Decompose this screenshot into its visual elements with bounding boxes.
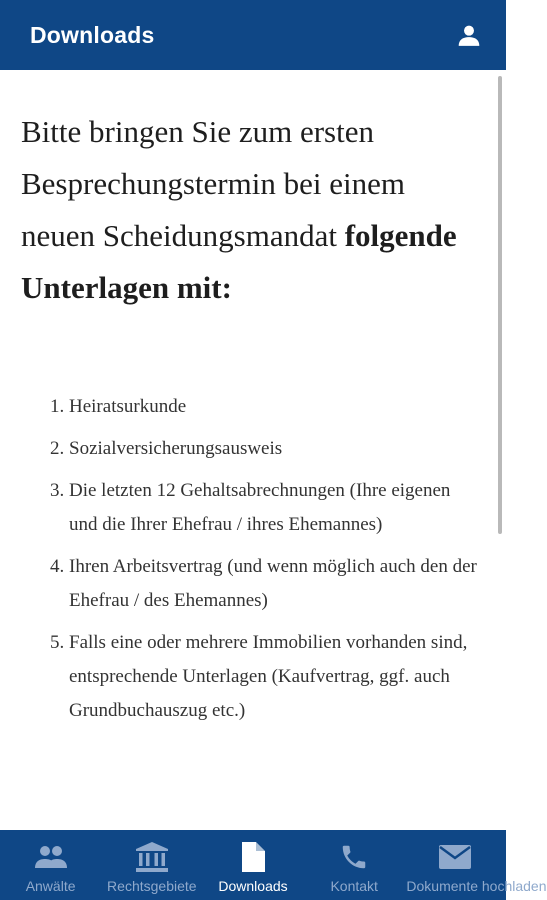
list-item: 4. Ihren Arbeitsvertrag (und wenn möglich auch den der Ehefrau / des Ehemannes): [69, 550, 478, 618]
intro-heading: [21, 106, 478, 314]
list-item: 2. Sozialversicherungsausweis: [69, 432, 478, 466]
nav-item-downloads[interactable]: [202, 830, 303, 900]
nav-label-kontakt: Kontakt: [330, 878, 378, 894]
page-title: Downloads: [30, 21, 155, 48]
nav-item-kontakt[interactable]: [304, 830, 405, 900]
intro-heading-bold: folgende Unterlagen mit:: [21, 218, 457, 305]
nav-label-anwaelte: Anwälte: [25, 878, 76, 894]
scrollbar[interactable]: [498, 76, 502, 534]
document-list: [21, 390, 478, 728]
nav-item-dokumente-hochladen[interactable]: [405, 830, 547, 900]
intro-heading-regular: Bitte bringen Sie zum ersten Besprechungstermin bei einem neuen Scheidungsmandat: [21, 114, 405, 253]
nav-label-rechtsgebiete: Rechtsgebiete: [107, 878, 197, 894]
list-item: 5. Falls eine oder mehrere Immobilien vorhanden sind, entsprechende Unterlagen (Kaufvertrag, ggf. auch Grundbuchauszug etc.): [69, 626, 478, 728]
account-icon: [456, 22, 482, 48]
phone-icon: [339, 842, 369, 872]
nav-label-dokumente-hochladen: Dokumente hochladen: [406, 878, 547, 894]
document-icon: [240, 841, 266, 873]
people-icon: [34, 842, 68, 872]
app-bar: [0, 0, 506, 70]
nav-item-rechtsgebiete[interactable]: [101, 830, 202, 900]
nav-item-anwaelte[interactable]: [0, 830, 101, 900]
nav-label-downloads: Downloads: [218, 878, 288, 894]
courthouse-icon: [135, 841, 169, 873]
mail-icon: [438, 844, 472, 870]
bottom-navigation: [0, 830, 547, 900]
list-item: 1. Heiratsurkunde: [69, 390, 478, 424]
account-button[interactable]: [454, 20, 484, 50]
downloads-content[interactable]: [0, 70, 506, 830]
list-item: 3. Die letzten 12 Gehaltsabrechnungen (Ihre eigenen und die Ihrer Ehefrau / ihres Ehemannes): [69, 474, 478, 542]
